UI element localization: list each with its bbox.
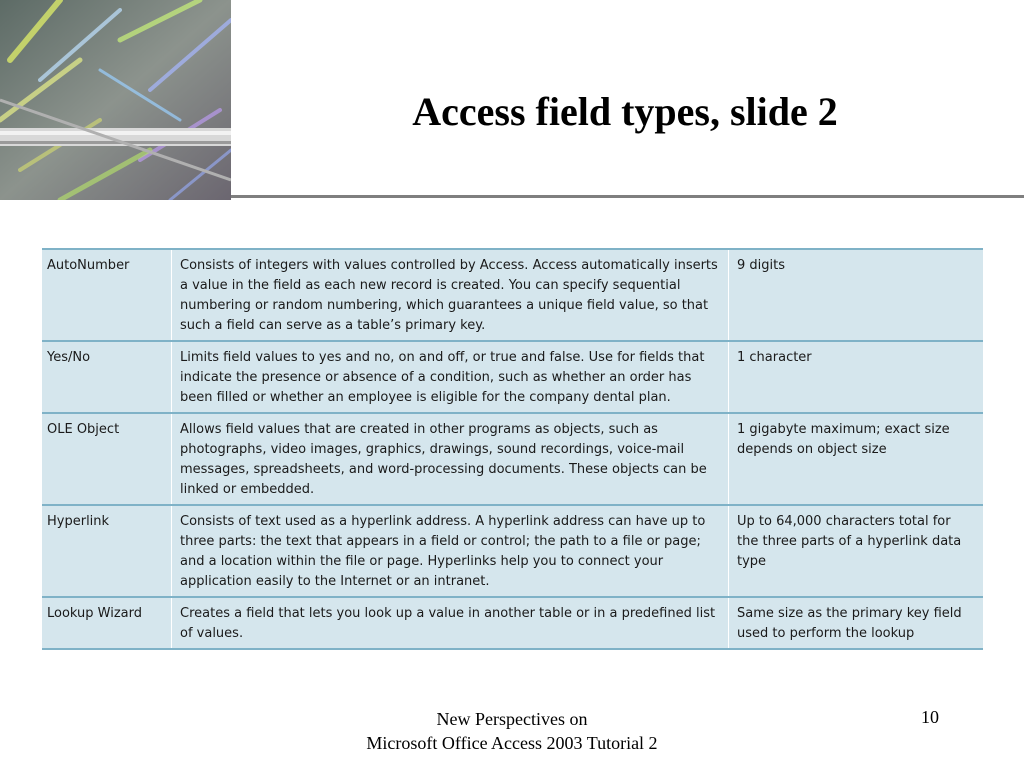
field-type-cell: Yes/No <box>42 341 172 413</box>
field-type-cell: AutoNumber <box>42 249 172 341</box>
field-type-cell: Lookup Wizard <box>42 597 172 649</box>
description-cell: Allows field values that are created in other programs as objects, such as photographs, video images, graphics, drawings, sound recordings, voice-mail messages, spreadsheets, and word-processing documents. These objects can be linked or embedded. <box>172 413 729 505</box>
field-size-cell: 9 digits <box>729 249 984 341</box>
title-divider <box>231 195 1024 198</box>
page-number: 10 <box>921 707 939 727</box>
field-size-cell: 1 character <box>729 341 984 413</box>
table-row <box>42 505 983 597</box>
field-size-cell: Same size as the primary key field used to perform the lookup <box>729 597 984 649</box>
field-types-table <box>42 248 983 650</box>
footer-line-1: New Perspectives on <box>436 709 588 729</box>
description-cell: Creates a field that lets you look up a value in another table or in a predefined list of values. <box>172 597 729 649</box>
description-cell: Consists of integers with values controlled by Access. Access automatically inserts a value in the field as each new record is created. You can specify sequential numbering or random numbering, which guarantees a unique field value, so that such a field can serve as a table’s primary key. <box>172 249 729 341</box>
description-cell: Limits field values to yes and no, on and off, or true and false. Use for fields that indicate the presence or absence of a condition, such as whether an order has been filled or whether an employee is eligible for the company dental plan. <box>172 341 729 413</box>
table-row <box>42 249 983 341</box>
field-size-cell: Up to 64,000 characters total for the three parts of a hyperlink data type <box>729 505 984 597</box>
slide-title: Access field types, slide 2 <box>412 89 838 134</box>
footer-line-2: Microsoft Office Access 2003 Tutorial 2 <box>366 733 658 753</box>
footer-course-title <box>330 707 694 755</box>
field-type-cell: OLE Object <box>42 413 172 505</box>
description-cell: Consists of text used as a hyperlink address. A hyperlink address can have up to three parts: the text that appears in a field or control; the path to a file or page; and a location within the file or page. Hyperlinks help you to connect your application easily to the Internet or an intranet. <box>172 505 729 597</box>
table-row <box>42 341 983 413</box>
field-type-cell: Hyperlink <box>42 505 172 597</box>
decorative-photo <box>0 0 231 200</box>
table-row <box>42 413 983 505</box>
abstract-light-streaks-image <box>0 0 231 200</box>
field-size-cell: 1 gigabyte maximum; exact size depends on object size <box>729 413 984 505</box>
table-row <box>42 597 983 649</box>
